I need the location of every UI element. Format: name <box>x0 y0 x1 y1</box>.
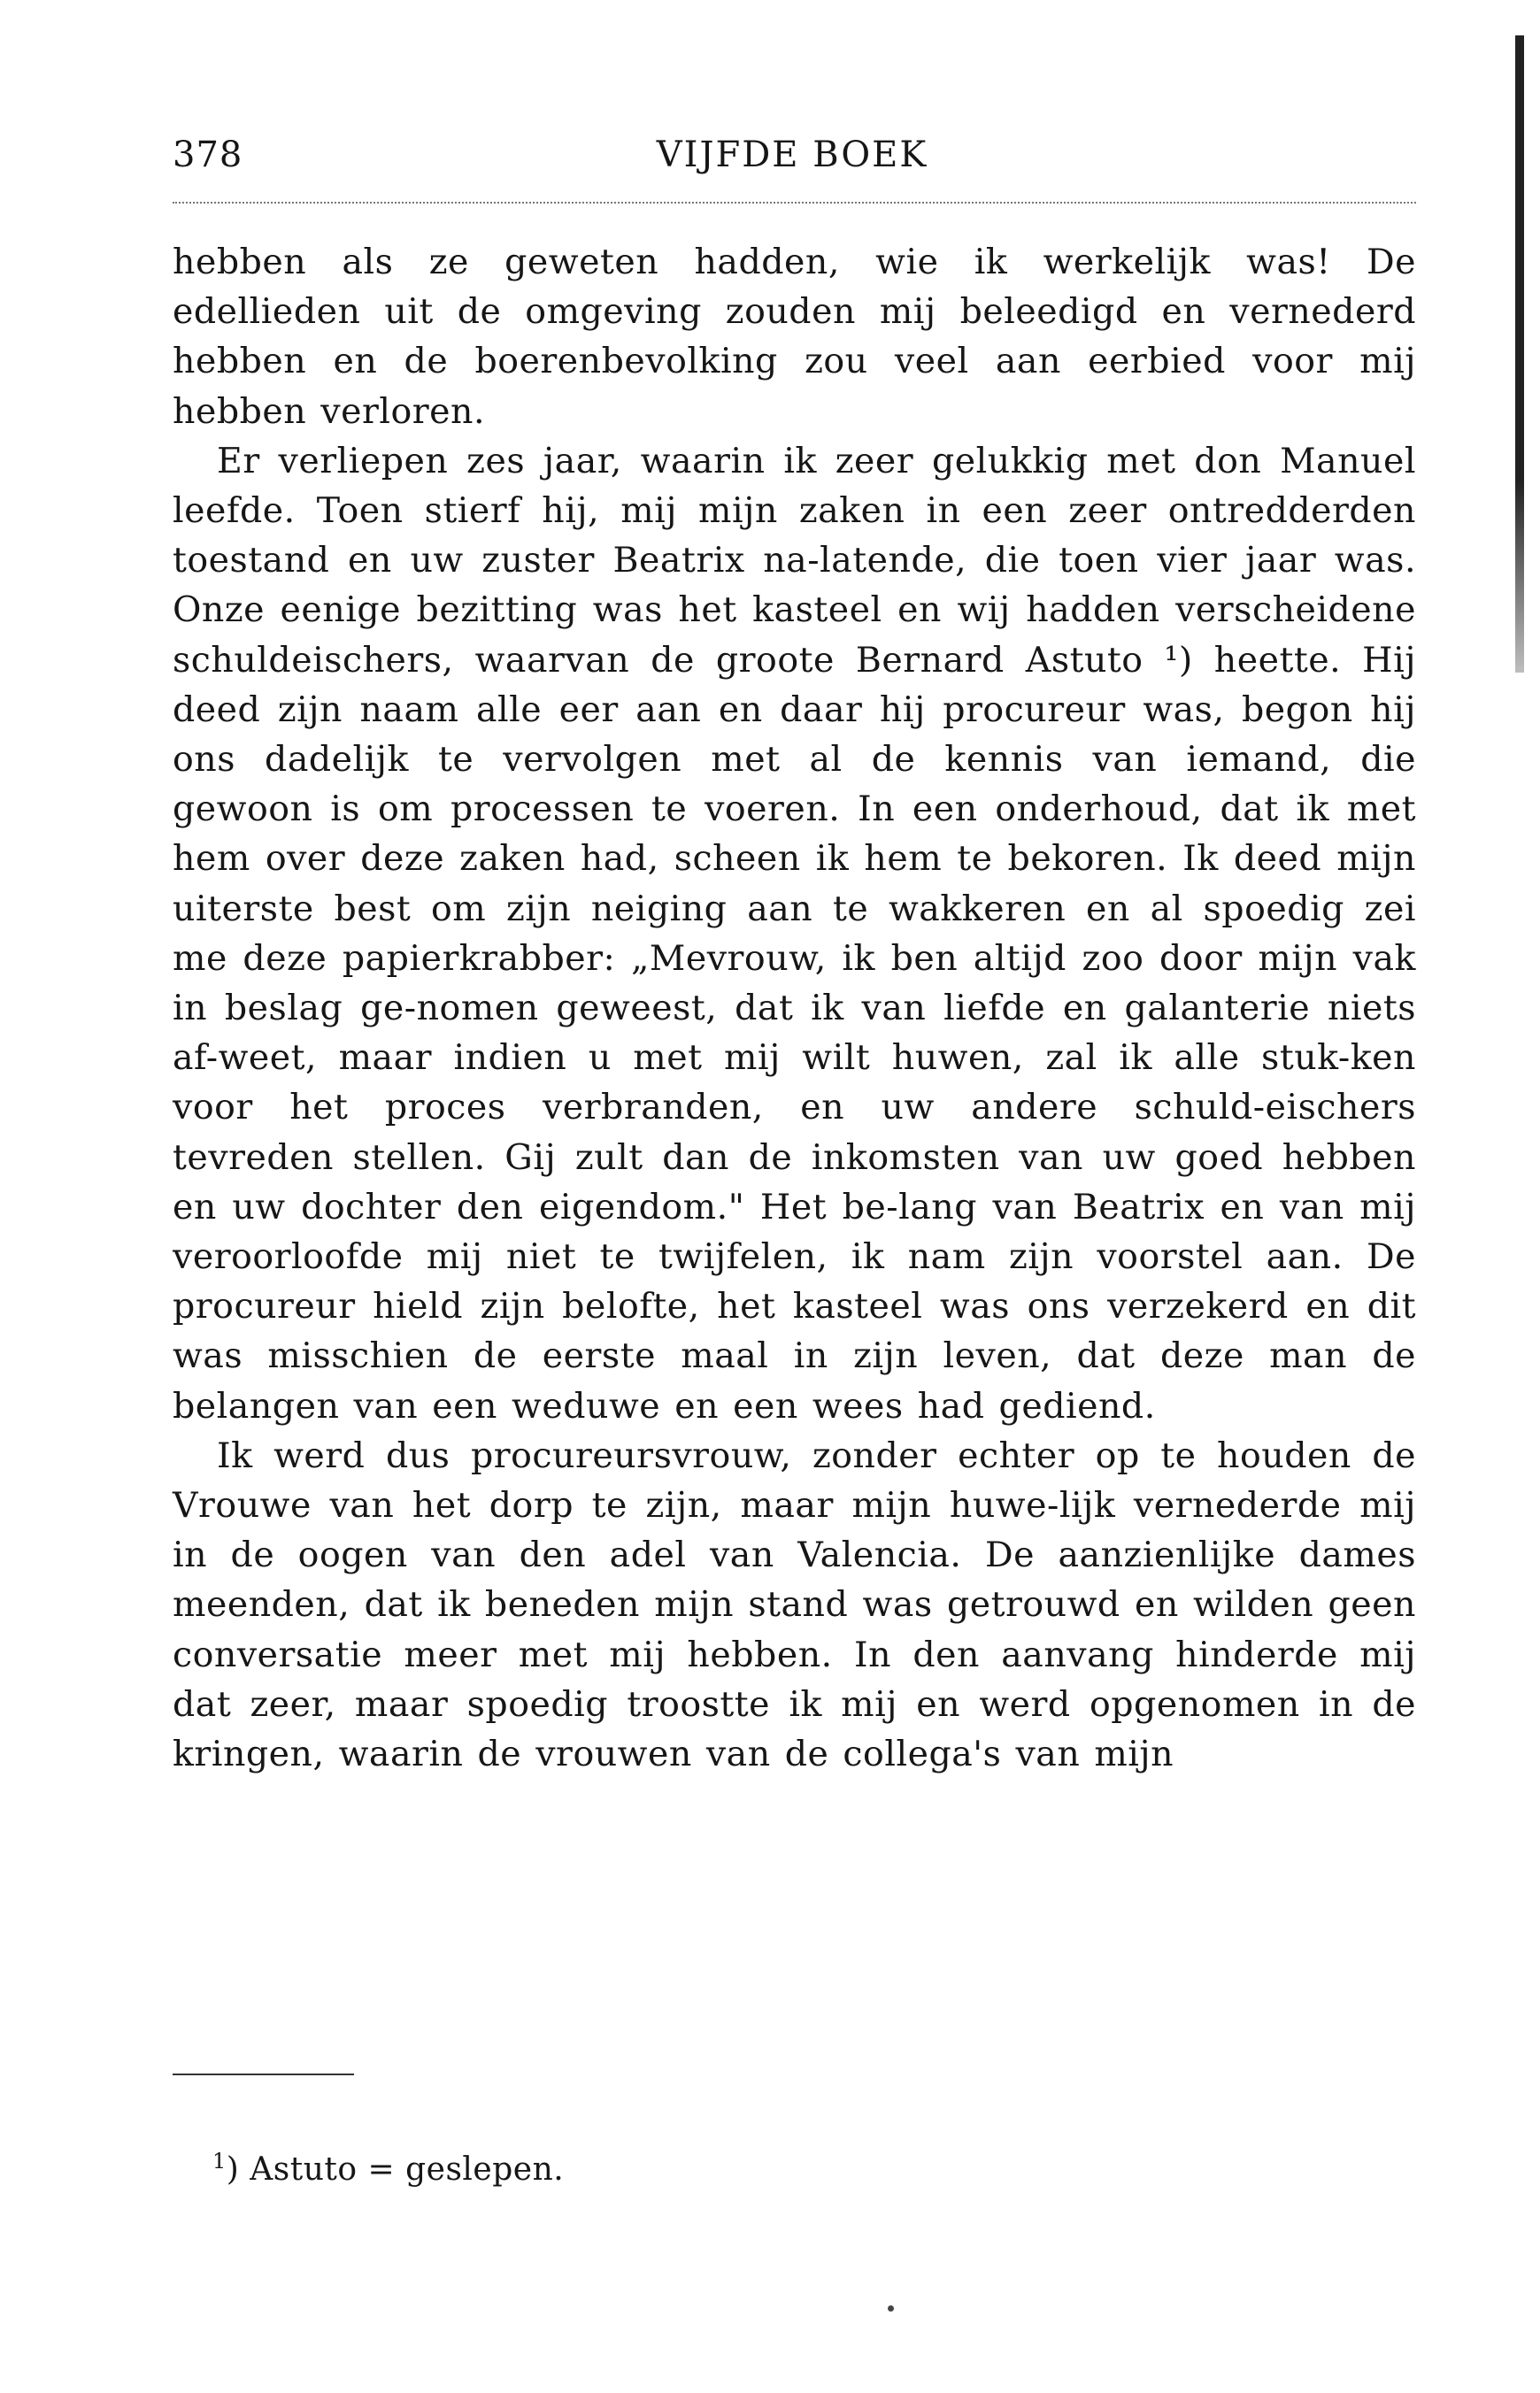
body-text <box>173 237 1416 1779</box>
binding-edge-shadow <box>1515 35 1524 673</box>
footnote-marker-paren: ) <box>226 2151 240 2188</box>
running-title: VIJFDE BOEK <box>656 135 928 175</box>
print-speck <box>888 2305 894 2312</box>
footnote <box>212 2149 564 2188</box>
header-divider <box>173 202 1416 204</box>
paragraph: Ik werd dus procureursvrouw, zonder echter op te houden de Vrouwe van het dorp te zijn, maar mijn huwe-lijk vernederde mij in de oogen van den adel van Valencia. De aanzienlijke dames meenden, dat ik beneden mijn stand was getrouwd en wilden geen conversatie meer met mij hebben. In den aanvang hinderde mij dat zeer, maar spoedig troostte ik mij en werd opgenomen in de kringen, waarin de vrouwen van de collega's van mijn <box>173 1435 1416 1775</box>
footnote-text: Astuto = geslepen. <box>250 2151 565 2188</box>
paragraph: Er verliepen zes jaar, waarin ik zeer gelukkig met don Manuel leefde. Toen stierf hij, mij mijn zaken in een zeer ontredderden toestand en uw zuster Beatrix na-latende, die toen vier jaar was. Onze eenige bezitting was het kasteel en wij hadden verscheidene schuldeischers, waarvan de groote Bernard Astuto ¹) heette. Hij deed zijn naam alle eer aan en daar hij procureur was, begon hij ons dadelijk te vervolgen met al de kennis van iemand, die gewoon is om processen te voeren. In een onderhoud, dat ik met hem over deze zaken had, scheen ik hem te bekoren. Ik deed mijn uiterste best om zijn neiging aan te wakkeren en al spoedig zei me deze papierkrabber: „Mevrouw, ik ben altijd zoo door mijn vak in beslag ge-nomen geweest, dat ik van liefde en galanterie niets af-weet, maar indien u met mij wilt huwen, zal ik alle stuk-ken voor het proces verbranden, en uw andere schuld-eischers tevreden stellen. Gij zult dan de inkomsten van uw goed hebben en uw dochter den eigendom." Het be-lang van Beatrix en van mij veroorloofde mij niet te twijfelen, ik nam zijn voorstel aan. De procureur hield zijn belofte, het kasteel was ons verzekerd en dit was misschien de eerste maal in zijn leven, dat deze man de belangen van een weduwe en een wees had gediend. <box>173 440 1416 1427</box>
footnote-divider <box>173 2074 354 2075</box>
footnote-marker: 1 <box>212 2149 227 2174</box>
paragraph: hebben als ze geweten hadden, wie ik werkelijk was! De edellieden uit de omgeving zouden mij beleedigd en vernederd hebben en de boerenbevolking zou veel aan eerbied voor mij hebben verloren. <box>173 242 1416 432</box>
running-head <box>173 135 1412 188</box>
page-number: 378 <box>173 135 243 175</box>
